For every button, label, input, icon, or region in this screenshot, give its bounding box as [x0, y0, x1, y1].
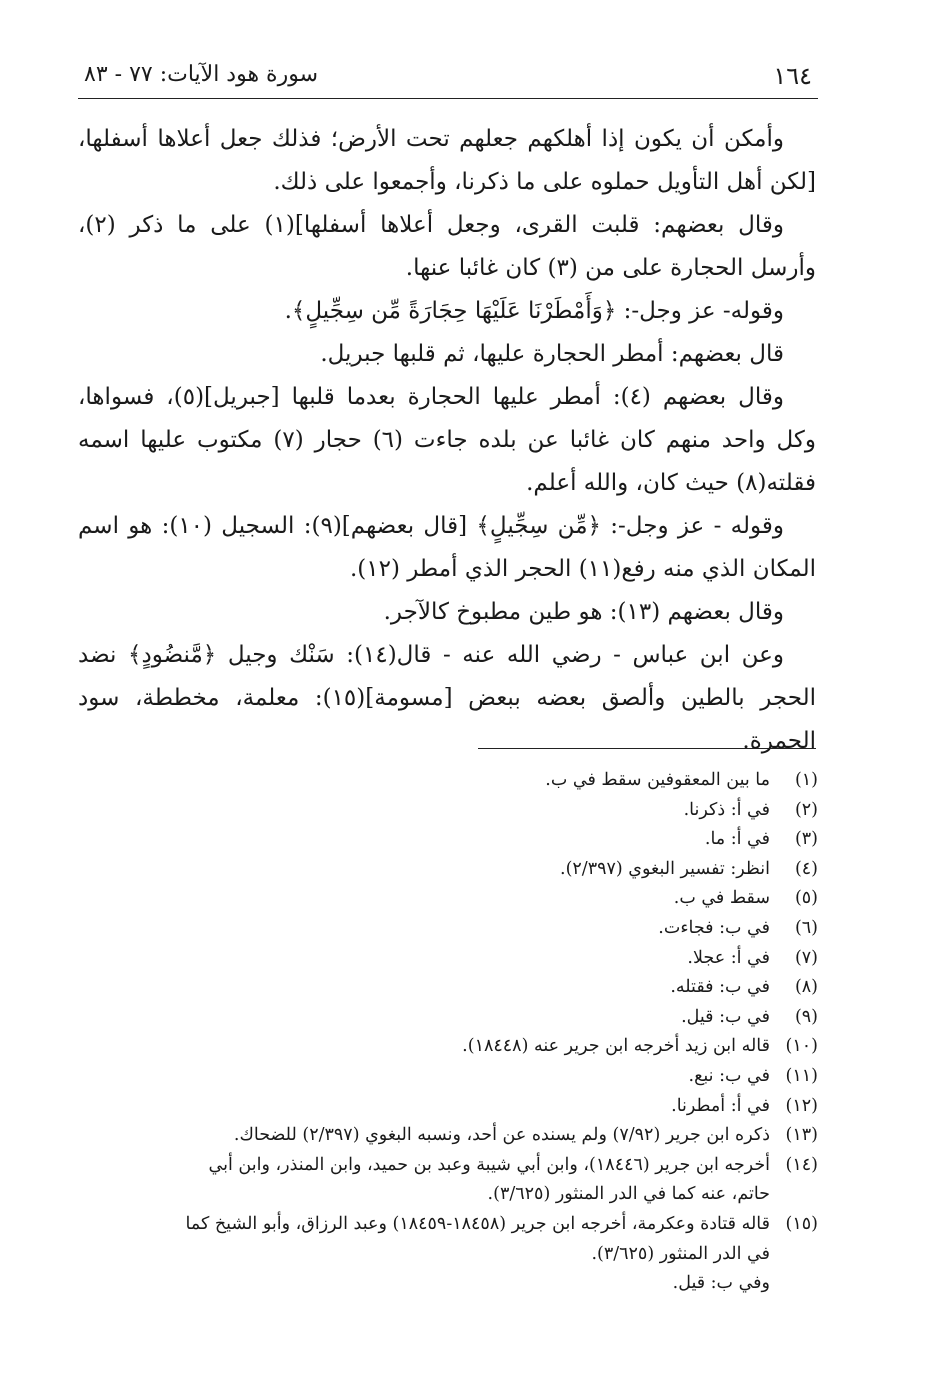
- footnote: [176, 825, 818, 855]
- footnote-separator: [478, 748, 816, 749]
- footnote-number: (١٢): [785, 1095, 818, 1116]
- footnote: [176, 973, 818, 1003]
- footnote: [176, 1003, 818, 1033]
- footnote-text: قاله ابن زيد أخرجه ابن جرير عنه (١٨٤٤٨).: [462, 1036, 770, 1057]
- page-header: [78, 58, 818, 99]
- footnote-text: في ب: قيل.: [681, 1006, 770, 1027]
- paragraph: وعن ابن عباس - رضي الله عنه - قال(١٤): سَنْك وجيل ﴿مَّنضُودٍ﴾ نضد الحجر بالطين وألصق بعضه ببعض [مسومة](١٥): معلمة، مخططة، سود الحمرة.: [78, 642, 816, 754]
- footnote-text: سقط في ب.: [673, 888, 770, 909]
- footnote-number: (١٥): [785, 1213, 818, 1234]
- footnotes: [176, 766, 818, 1299]
- footnote: [176, 944, 818, 974]
- paragraph: وقال بعضهم (١٣): هو طين مطبوخ كالآجر.: [383, 599, 784, 625]
- running-title: سورة هود الآيات: ٧٧ - ٨٣: [84, 62, 319, 87]
- footnote: [176, 884, 818, 914]
- footnote-number: (٨): [794, 977, 818, 998]
- paragraph: وقال بعضهم: قلبت القرى، وجعل أعلاها أسفلها](١) على ما ذكر (٢)، وأرسل الحجارة على من (٣) كان غائبا عنها.: [78, 212, 816, 281]
- footnote: [176, 1121, 818, 1151]
- footnote-text: في ب: فقتله.: [670, 977, 770, 998]
- footnote-number: (٥): [794, 888, 818, 909]
- footnote: [176, 1210, 818, 1269]
- footnote-text: ذكره ابن جرير (٧/٩٢) ولم يسنده عن أحد، ونسبه البغوي (٢/٣٩٧) للضحاك.: [233, 1125, 770, 1146]
- footnote: [176, 766, 818, 796]
- paragraph: وأمكن أن يكون إذا أهلكهم جعلهم تحت الأرض؛ فذلك جعل أعلاها أسفلها، [لكن أهل التأويل حملوه على ما ذكرنا، وأجمعوا على ذلك.: [78, 126, 816, 195]
- footnote-number: (١٤): [785, 1154, 818, 1175]
- footnote-text: في أ: ما.: [704, 829, 770, 850]
- paragraph: وقوله- عز وجل-: ﴿وَأَمْطَرْنَا عَلَيْهَا حِجَارَةً مِّن سِجِّيلٍ﴾.: [284, 298, 784, 324]
- footnote-number: (٤): [794, 858, 818, 879]
- footnote: [176, 796, 818, 826]
- footnote: [176, 1092, 818, 1122]
- footnote-text: أخرجه ابن جرير (١٨٤٤٦)، وابن أبي شيبة وعبد بن حميد، وابن المنذر، وابن أبي حاتم، عنه كما في الدر المنثور (٣/٦٢٥).: [208, 1154, 770, 1205]
- footnote-number: (١١): [785, 1065, 818, 1086]
- footnote-number: (٣): [794, 829, 818, 850]
- footnote-number: (٧): [794, 947, 818, 968]
- main-text: [78, 118, 816, 763]
- footnote: [176, 1032, 818, 1062]
- footnote-text: انظر: تفسير البغوي (٢/٣٩٧).: [560, 858, 770, 879]
- footnote-number: (٦): [794, 917, 818, 938]
- footnote-addendum: وفي ب: قيل.: [672, 1273, 770, 1294]
- footnote-number: (٩): [794, 1006, 818, 1027]
- page-number: ١٦٤: [773, 62, 812, 90]
- footnote-text: في ب: نبع.: [688, 1065, 770, 1086]
- footnote: [176, 855, 818, 885]
- footnote-text: في أ: عجلا.: [687, 947, 770, 968]
- footnote-number: (١٣): [785, 1125, 818, 1146]
- footnote: [176, 914, 818, 944]
- footnote: [176, 1062, 818, 1092]
- paragraph: وقوله - عز وجل-: ﴿مِّن سِجِّيلٍ﴾ [قال بعضهم](٩): السجيل (١٠): هو اسم المكان الذي منه رفع(١١) الحجر الذي أمطر (١٢).: [78, 513, 816, 582]
- footnote-text: في أ: ذكرنا.: [683, 799, 770, 820]
- footnote-number: (١٠): [785, 1036, 818, 1057]
- footnote: [176, 1151, 818, 1210]
- footnote-text: في ب: فجاءت.: [658, 917, 770, 938]
- footnote-text: ما بين المعقوفين سقط في ب.: [545, 770, 770, 790]
- footnote-text: في أ: أمطرنا.: [671, 1095, 770, 1116]
- footnote-number: (١): [794, 770, 818, 790]
- paragraph: قال بعضهم: أمطر الحجارة عليها، ثم قلبها جبريل.: [320, 341, 784, 367]
- footnote-number: (٢): [794, 799, 818, 820]
- paragraph: وقال بعضهم (٤): أمطر عليها الحجارة بعدما قلبها [جبريل](٥)، فسواها، وكل واحد منهم كان غائبا عن بلده جاءت (٦) حجار (٧) مكتوب عليها اسمه فقلته(٨) حيث كان، والله أعلم.: [78, 384, 816, 496]
- footnote-text: قاله قتادة وعكرمة، أخرجه ابن جرير (١٨٤٥٨-١٨٤٥٩) وعبد الرزاق، وأبو الشيخ كما في الدر المنثور (٣/٦٢٥).: [185, 1213, 770, 1264]
